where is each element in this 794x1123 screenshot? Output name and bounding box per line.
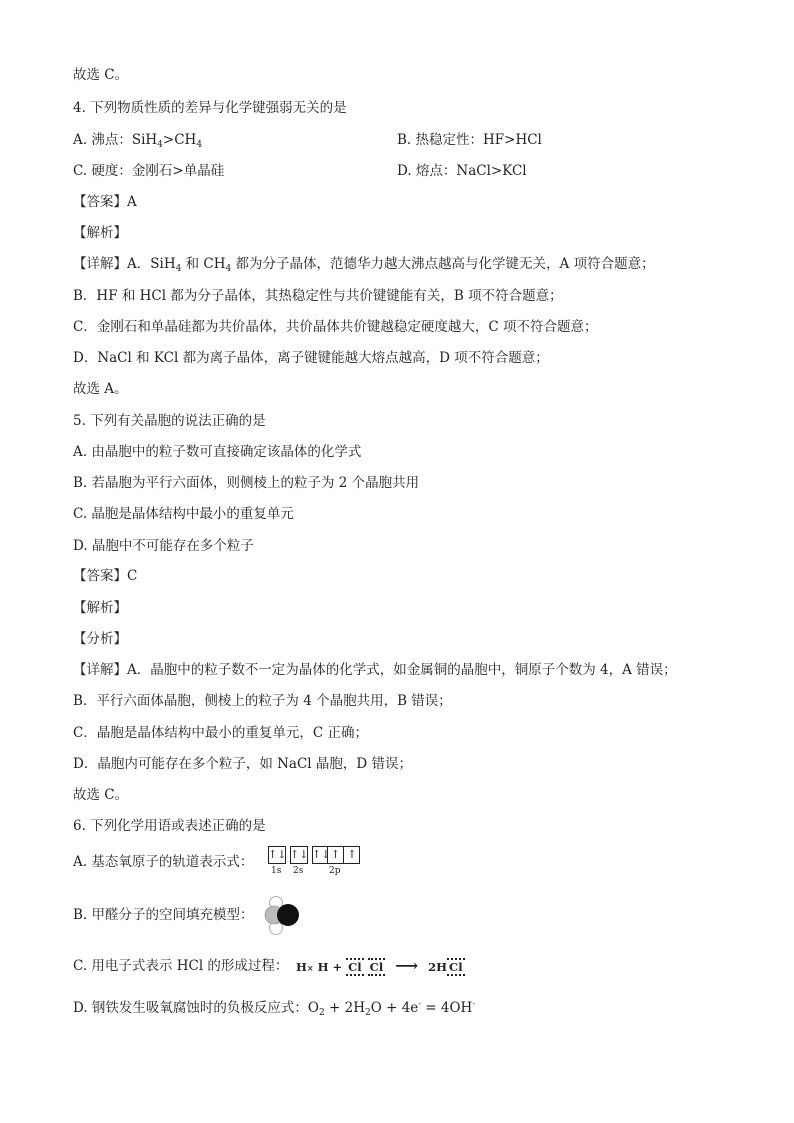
q4-detail-b: B．HF 和 HCl 都为分子晶体，其热稳定性与共价键键能有关，B 项不符合题意； bbox=[73, 288, 563, 304]
q5-analysis-subheading: 【分析】 bbox=[73, 631, 127, 647]
q6-option-c: C. 用电子式表示 HCl 的形成过程： bbox=[73, 958, 289, 974]
q4-detail-c: C．金刚石和单晶硅都为共价晶体，共价晶体共价键越稳定硬度越大，C 项不符合题意； bbox=[73, 319, 598, 335]
orbital-label-2p: 2p bbox=[329, 866, 341, 876]
question-5-stem: 5. 下列有关晶胞的说法正确的是 bbox=[73, 413, 266, 429]
q6-option-a: A. 基态氧原子的轨道表示式： bbox=[73, 854, 254, 870]
chlorine-symbol: Cl bbox=[348, 960, 362, 974]
q4-answer: 【答案】A bbox=[73, 194, 137, 210]
hydrogen-plus: H + bbox=[317, 960, 343, 974]
q5-analysis-heading: 【解析】 bbox=[73, 600, 127, 616]
reaction-arrow: ⟶ bbox=[395, 956, 419, 975]
q5-option-b: B. 若晶胞为平行六面体，则侧棱上的粒子为 2 个晶胞共用 bbox=[73, 475, 420, 491]
formaldehyde-space-filling-model bbox=[262, 895, 304, 937]
conclusion-text: 故选 C。 bbox=[73, 67, 129, 83]
q4-detail-d: D．NaCl 和 KCl 都为离子晶体，离子键键能越大熔点越高，D 项不符合题意； bbox=[73, 350, 549, 366]
hydrogen-symbol: H bbox=[296, 960, 307, 974]
q4-option-c: C. 硬度：金刚石>单晶硅 bbox=[73, 163, 225, 179]
q4-conclusion: 故选 A。 bbox=[73, 381, 128, 397]
chlorine-symbol: Cl bbox=[449, 960, 463, 974]
electron-cross: × bbox=[306, 963, 314, 973]
q5-detail-b: B．平行六面体晶胞，侧棱上的粒子为 4 个晶胞共用，B 错误； bbox=[73, 693, 452, 709]
q6-option-b: B. 甲醛分子的空间填充模型： bbox=[73, 907, 254, 923]
question-4-stem: 4. 下列物质性质的差异与化学键强弱无关的是 bbox=[73, 100, 347, 116]
q5-option-c: C. 晶胞是晶体结构中最小的重复单元 bbox=[73, 506, 294, 522]
orbital-cell: ↑↓ bbox=[268, 848, 287, 861]
q5-option-d: D. 晶胞中不可能存在多个粒子 bbox=[73, 538, 254, 554]
q4-detail-a: 【详解】A．SiH$_4$ 和 $CH_4$ 都为分子晶体，范德华力越大沸点越高与化学键无关，A 项符合题意； bbox=[73, 256, 655, 274]
carbon-atom bbox=[277, 904, 299, 926]
q5-detail-a: 【详解】A．晶胞中的粒子数不一定为晶体的化学式，如金属铜的晶胞中，铜原子个数为 4，A 错误； bbox=[73, 662, 677, 678]
orbital-cell: ↑↓ bbox=[290, 848, 309, 861]
q5-answer: 【答案】C bbox=[73, 568, 138, 584]
q5-option-a: A. 由晶胞中的粒子数可直接确定该晶体的化学式 bbox=[73, 444, 362, 460]
orbital-cell: ↑↓ bbox=[312, 846, 328, 864]
q4-option-d: D. 熔点：NaCl>KCl bbox=[397, 163, 527, 179]
q4-analysis-heading: 【解析】 bbox=[73, 225, 127, 241]
chlorine-symbol: Cl bbox=[369, 960, 384, 974]
q5-conclusion: 故选 C。 bbox=[73, 787, 129, 803]
hcl-electron-formula bbox=[296, 956, 465, 975]
q5-detail-d: D．晶胞内可能存在多个粒子，如 NaCl 晶胞，D 错误； bbox=[73, 756, 413, 772]
orbital-label-2s: 2s bbox=[293, 866, 304, 876]
q4-option-b: B. 热稳定性：HF>HCl bbox=[397, 132, 542, 148]
orbital-label-1s: 1s bbox=[271, 866, 282, 876]
q4-option-a: A. 沸点：$SiH_4>CH_4$ bbox=[73, 132, 203, 150]
product-hydrogen: 2H bbox=[428, 960, 448, 974]
orbital-cell: ↑ bbox=[328, 846, 344, 864]
q6-option-d: D. 钢铁发生吸氧腐蚀时的负极反应式：$O_2 + 2H_2O + 4e^- = 4OH^-$ bbox=[73, 999, 476, 1018]
q5-detail-c: C．晶胞是晶体结构中最小的重复单元，C 正确； bbox=[73, 725, 368, 741]
question-6-stem: 6. 下列化学用语或表述正确的是 bbox=[73, 818, 266, 834]
orbital-cell: ↑ bbox=[347, 848, 357, 861]
